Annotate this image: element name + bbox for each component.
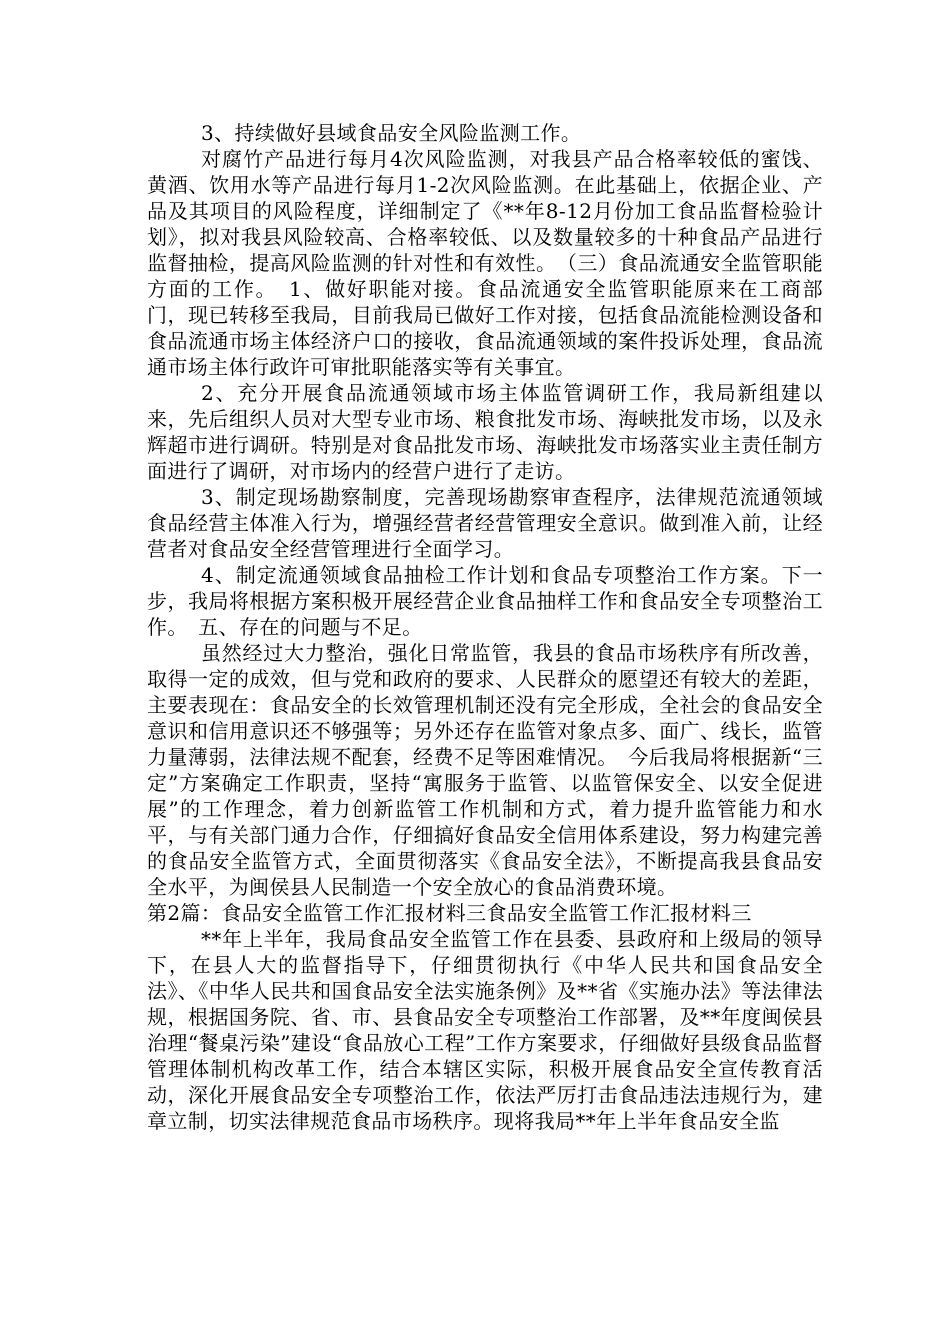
paragraph-risk-monitoring-heading: 3、持续做好县域食品安全风险监测工作。 [201,121,582,145]
paragraph-sampling-plan: 4、制定流通领域食品抽检工作计划和食品专项整治工作方案。下一步，我局将根据方案积极开展经营企业食品抽样工作和食品安全专项整治工作。 五、存在的问题与不足。 [147,563,823,639]
paragraph-market-survey: 2、充分开展食品流通领域市场主体监管调研工作，我局新组建以来，先后组织人员对大型专业市场、粮食批发市场、海峡批发市场，以及永辉超市进行调研。特别是对食品批发市场、海峡批发市场落实业主责任制方面进行了调研，对市场内的经营户进行了走访。 [147,381,823,483]
document-body [147,120,823,1134]
paragraph-risk-monitoring-detail: 对腐竹产品进行每月4次风险监测，对我县产品合格率较低的蜜饯、黄酒、饮用水等产品进行每月1-2次风险监测。在此基础上，依据企业、产品及其项目的风险程度，详细制定了《**年8-12月份加工食品监督检验计划》，拟对我县风险较高、合格率较低、以及数量较多的十种食品产品进行监督抽检，提高风险监测的针对性和有效性。 （三）食品流通安全监管职能方面的工作。 1、做好职能对接。食品流通安全监管职能原来在工商部门，现已转移至我局，目前我局已做好工作对接，包括食品流能检测设备和食品流通市场主体经济户口的接收，食品流通领域的案件投诉处理，食品流通市场主体行政许可审批职能落实等有关事宜。 [147,147,823,379]
paragraph-half-year-report: **年上半年，我局食品安全监管工作在县委、县政府和上级局的领导下，在县人大的监督指导下，仔细贯彻执行《中华人民共和国食品安全法》、《中华人民共和国食品安全法实施条例》及**省《实施办法》等法律法规，根据国务院、省、市、县食品安全专项整治工作部署，及**年度闽侯县治理“餐桌污染”建设“食品放心工程”工作方案要求，仔细做好县级食品监督管理体制机构改革工作，结合本辖区实际，积极开展食品安全宣传教育活动，深化开展食品安全专项整治工作，依法严厉打击食品违法违规行为，建章立制，切实法律规范食品市场秩序。现将我局**年上半年食品安全监 [147,927,823,1133]
paragraph-site-inspection: 3、制定现场勘察制度，完善现场勘察审查程序，法律规范流通领域食品经营主体准入行为，增强经营者经营管理安全意识。做到准入前，让经营者对食品安全经营管理进行全面学习。 [147,485,823,561]
section-heading-part-2: 第2篇：食品安全监管工作汇报材料三食品安全监管工作汇报材料三 [147,901,752,925]
paragraph-problems: 虽然经过大力整治，强化日常监管，我县的食品市场秩序有所改善，取得一定的成效，但与党和政府的要求、人民群众的愿望还有较大的差距，主要表现在：食品安全的长效管理机制还没有完全形成，全社会的食品安全意识和信用意识还不够强等；另外还存在监管对象点多、面广、线长，监管力量薄弱，法律法规不配套，经费不足等困难情况。 今后我局将根据新“三定”方案确定工作职责，坚持“寓服务于监管、以监管保安全、以安全促进展”的工作理念，着力创新监管工作机制和方式，着力提升监管能力和水平，与有关部门通力合作，仔细搞好食品安全信用体系建设，努力构建完善的食品安全监管方式，全面贯彻落实《食品安全法》，不断提高我县食品安全水平，为闽侯县人民制造一个安全放心的食品消费环境。 [147,641,823,899]
